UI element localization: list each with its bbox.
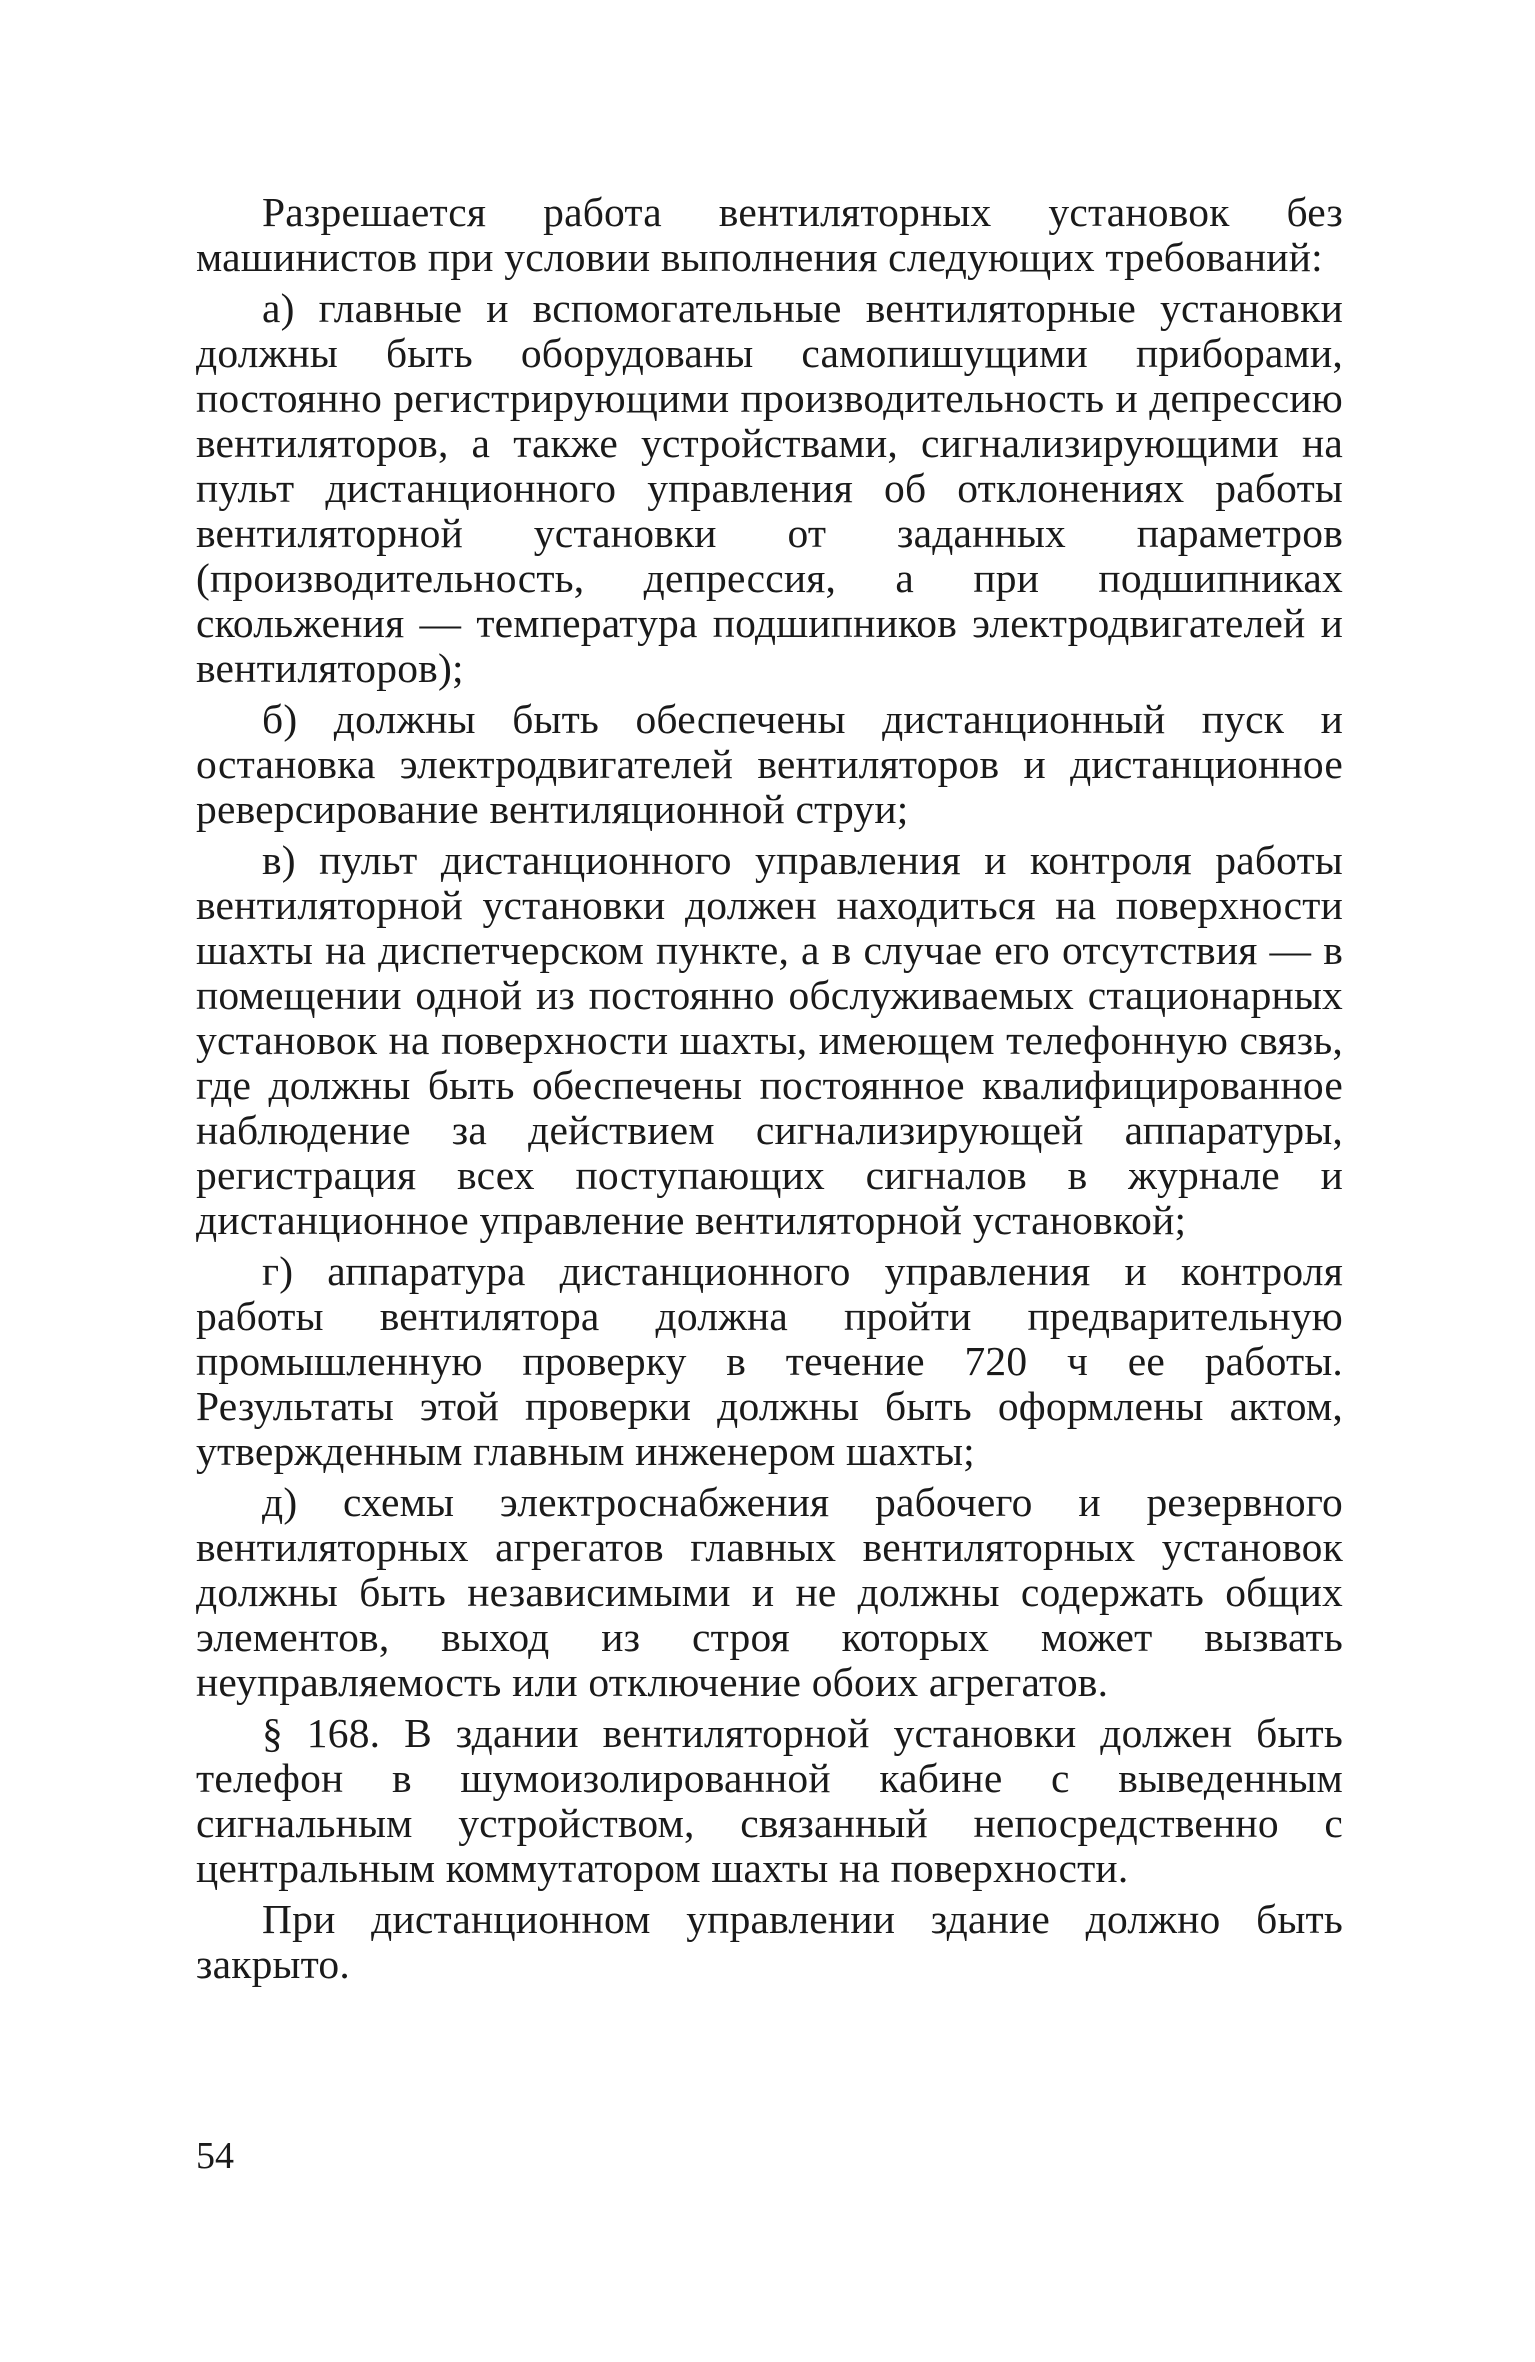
paragraph-item-v: в) пульт дистанционного управления и контроля работы вентиляторной установки должен находиться на поверхности шахты на диспетчерском пункте, а в случае его отсутствия — в помещении одной из постоянно обслуживаемых стационарных установок на поверхности шахты, имеющем телефонную связь, где должны быть обеспечены постоянное квалифицированное наблюдение за действием сигнализирующей аппаратуры, регистрация всех поступающих сигналов в журнале и дистанционное управление вентиляторной установкой; bbox=[196, 837, 1343, 1243]
paragraph-intro: Разрешается работа вентиляторных установок без машинистов при условии выполнения следующих требований: bbox=[196, 189, 1343, 280]
paragraph-item-d: д) схемы электроснабжения рабочего и резервного вентиляторных агрегатов главных вентиляторных установок должны быть независимыми и не должны содержать общих элементов, выход из строя которых может вызвать неуправляемость или отключение обоих агрегатов. bbox=[196, 1479, 1343, 1705]
paragraph-section-168: § 168. В здании вентиляторной установки должен быть телефон в шумоизолированной кабине с выведенным сигнальным устройством, связанный непосредственно с центральным коммутатором шахты на поверхности. bbox=[196, 1710, 1343, 1891]
page-number: 54 bbox=[196, 2135, 234, 2177]
paragraph-item-b: б) должны быть обеспечены дистанционный пуск и остановка электродвигателей вентиляторов и дистанционное реверсирование вентиляционной струи; bbox=[196, 696, 1343, 832]
paragraph-item-a: а) главные и вспомогательные вентиляторные установки должны быть оборудованы самопишущими приборами, постоянно регистрирующими производительность и депрессию вентиляторов, а также устройствами, сигнализирующими на пульт дистанционного управления об отклонениях работы вентиляторной установки от заданных параметров (производительность, депрессия, а при подшипниках скольжения — температура подшипников электродвигателей и вентиляторов); bbox=[196, 285, 1343, 691]
paragraph-item-g: г) аппаратура дистанционного управления и контроля работы вентилятора должна пройти предварительную промышленную проверку в течение 720 ч ее работы. Результаты этой проверки должны быть оформлены актом, утвержденным главным инженером шахты; bbox=[196, 1248, 1343, 1474]
document-body bbox=[196, 190, 1343, 1987]
paragraph-remote-control: При дистанционном управлении здание должно быть закрыто. bbox=[196, 1896, 1343, 1987]
